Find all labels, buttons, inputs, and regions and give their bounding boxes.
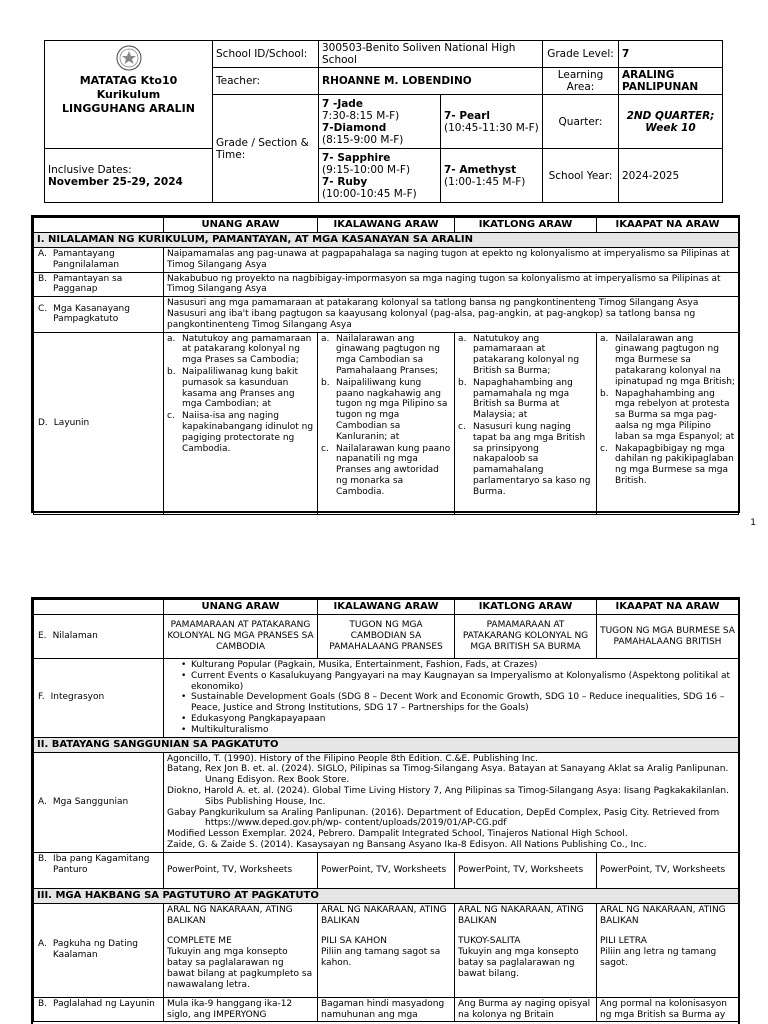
recall-activity: COMPLETE ME: [167, 936, 232, 947]
integration-item: • Current Events o Kasalukuyang Pangyayari na may Kaugnayan sa Imperyalismo at Kolonyalismo (Aspektong politikal at ekonomiko): [181, 671, 735, 693]
recall-heading: ARAL NG NAKARAAN, ATING BALIKAN: [167, 904, 293, 926]
recall-instruction: Tukuyin ang mga konsepto batay sa paglalarawan ng bawat bilang at pagkumpleto sa nawawalang letra.: [167, 947, 313, 990]
column-header-row: [34, 218, 739, 233]
content-day-4: TUGON NG MGA BURMESE SA PAMAHALAANG BRITISH: [597, 615, 739, 659]
objective-text: Nakapagbibigay ng mga dahilan ng pakikipaglaban ng mga Burmese sa mga British.: [615, 443, 734, 486]
recall-instruction: Tukuyin ang mga konsepto batay sa paglalarawan ng bawat bilang.: [458, 947, 579, 979]
integration-item: • Edukasyong Pangkapayapaan: [181, 714, 735, 725]
row-pamantayan-sa-pagganap: [34, 272, 739, 297]
row-layunin: [34, 332, 739, 514]
content-day-1: PAMAMARAAN AT PATAKARANG KOLONYAL NG MGA PRANSES SA CAMBODIA: [164, 615, 318, 659]
row-integrasyon: [34, 659, 739, 738]
competency-2: Nasusuri ang iba't ibang pagtugon sa kaayusang kolonyal (pag-alsa, pag-angkin, at pag-angkop) sa tatlong bansa ng pangkontinenteng Timog Silangang Asya: [167, 308, 696, 330]
row-label: Pamantayan sa Pagganap: [53, 273, 123, 295]
area-value: ARALING PANLIPUNAN: [619, 68, 723, 95]
row-sanggunian: [34, 752, 739, 852]
objectives-day-4: [600, 334, 735, 487]
objectives-day-2: [321, 334, 451, 498]
content-day-2: TUGON NG MGA CAMBODIAN SA PAMAHALAANG PRANSES: [318, 615, 455, 659]
objective-item: [321, 334, 451, 377]
school-label: School ID/School:: [213, 41, 319, 68]
objective-item: [600, 334, 735, 388]
materials-day-3: PowerPoint, TV, Worksheets: [455, 852, 597, 888]
objective-marker: c.: [600, 443, 608, 454]
objective-item: [458, 378, 593, 421]
objective-marker: a.: [600, 333, 609, 344]
col-day-4: IKAAPAT NA ARAW: [597, 218, 739, 233]
objective-intro-day-4: Ang pormal na kolonisasyon ng mga British sa Burma ay: [597, 997, 739, 1022]
page-number: 1: [750, 518, 756, 528]
section-pearl-time: (10:45-11:30 M-F): [444, 121, 539, 134]
row-pagkuha-kaalaman: [34, 903, 739, 997]
row-label: Mga Kasanayang Pampagkatuto: [53, 303, 130, 325]
objective-marker: c.: [458, 421, 466, 432]
sections-left-bottom: [319, 149, 441, 203]
col-day-1: UNANG ARAW: [164, 218, 318, 233]
col-day-1: UNANG ARAW: [164, 600, 318, 615]
objective-item: [458, 334, 593, 377]
content-standard: Naipamamalas ang pag-unawa at pagpapahalaga sa naging tugon at epekto ng kolonyalismo at imperyalismo sa Pilipinas at Timog Silangang Asya: [164, 248, 739, 273]
teacher-label: Teacher:: [213, 68, 319, 95]
school-value: 300503-Benito Soliven National High School: [319, 41, 543, 68]
section-pearl: 7- Pearl: [444, 109, 490, 122]
objective-marker: a.: [321, 333, 330, 344]
year-value: 2024-2025: [619, 149, 723, 203]
title-line-2: Kurikulum: [96, 87, 161, 101]
objective-text: Naipaliliwang kung paano nagkahawig ang tugon ng mga Pilipino sa tugon ng mga Cambodian sa Kanluranin; at: [336, 377, 448, 442]
row-label: Pamantayang Pangnilalaman: [52, 249, 120, 270]
sections-left-top: [319, 95, 441, 149]
objective-marker: c.: [321, 443, 329, 454]
recall-activity: TUKOY-SALITA: [458, 936, 521, 947]
integration-item: • Kulturang Popular (Pagkain, Musika, Entertainment, Fashion, Fads, at Crazes): [181, 660, 735, 671]
section-1-title: I. NILALAMAN NG KURIKULUM, PAMANTAYAN, AT MGA KASANAYAN SA ARALIN: [34, 233, 739, 248]
document-title: [48, 74, 209, 115]
section-3-title: III. MGA HAKBANG SA PAGTUTURO AT PAGKATUTO: [34, 888, 739, 903]
objective-item: [600, 389, 735, 443]
section-2-title: II. BATAYANG SANGGUNIAN SA PAGKATUTO: [34, 737, 739, 752]
objective-marker: a.: [458, 333, 467, 344]
header-table: [44, 40, 723, 203]
references-cell: [164, 752, 739, 852]
objective-text: Naipaliliwanag kung bakit pumasok sa kasunduan kasama ang Pranses ang mga Cambodian; at: [182, 366, 299, 410]
row-label: Nilalaman: [52, 631, 98, 642]
objective-text: Nailalarawan ang ginawang pagtugon ng mga Cambodian sa Pamahalaang Pranses;: [336, 333, 440, 376]
col-day-4: IKAAPAT NA ARAW: [597, 600, 739, 615]
blank-header: [34, 218, 164, 233]
objective-marker: b.: [458, 377, 467, 388]
reference: Agoncillo, T. (1990). History of the Filipino People 8th Edition. C.&E. Publishing Inc.: [167, 753, 538, 764]
sections-right-top: [441, 95, 543, 149]
row-letter: E.: [38, 631, 47, 642]
col-day-2: IKALAWANG ARAW: [318, 218, 455, 233]
row-label: Mga Sanggunian: [52, 796, 129, 807]
deped-seal-icon: [116, 45, 142, 71]
row-letter: A.: [38, 796, 47, 807]
materials-day-4: PowerPoint, TV, Worksheets: [597, 852, 739, 888]
grade-label: Grade Level:: [543, 41, 619, 68]
year-label: School Year:: [543, 149, 619, 203]
content-day-3: PAMAMARAAN AT PATAKARANG KOLONYAL NG MGA BRITISH SA BURMA: [455, 615, 597, 659]
row-pamantayang-pangnilalaman: [34, 248, 739, 273]
objective-item: [321, 378, 451, 443]
logo-title-cell: [45, 41, 213, 149]
row-letter: A.: [38, 249, 47, 259]
section-label: Grade / Section & Time:: [213, 95, 319, 203]
recall-instruction: Piliin ang letra ng tamang sagot.: [600, 947, 717, 968]
objective-marker: c.: [167, 411, 175, 422]
objective-text: Natutukoy ang pamamaraan at patakarang kolonyal ng British sa Burma;: [473, 333, 580, 376]
competency-1: Nasusuri ang mga pamamaraan at patakarang kolonyal sa tatlong bansa ng pangkontinenteng Timog Silangang Asya: [167, 298, 699, 309]
objective-marker: a.: [167, 333, 176, 344]
area-label: Learning Area:: [543, 68, 619, 95]
reference: Gabay Pangkurikulum sa Araling Panlipunan. (2016). Department of Education, DepEd Complex, Pasig City. Retrieved from https://www.deped.gov.ph/wp- content/uploads/2019/01/AP-CG.pdf: [167, 807, 720, 829]
section-jade-time: 7:30-8:15 M-F): [322, 109, 400, 122]
grade-value: 7: [619, 41, 723, 68]
sections-right-bottom: [441, 149, 543, 203]
objective-item: [167, 411, 314, 454]
row-kagamitan: [34, 852, 739, 888]
reference: Diokno, Harold A. et. al. (2024). Global Time Living History 7, Ang Pilipinas sa Timog-Silangang Asya: Iisang Pagkakakilanlan. Sibs Publishing House, Inc.: [167, 785, 729, 807]
dates-cell: [45, 149, 213, 203]
integration-item: • Sustainable Development Goals (SDG 8 – Decent Work and Economic Growth, SDG 10 – Reduce inequalities, SDG 16 – Peace, Justice and Strong Institutions, SDG 17 – Partnerships for the Goals): [181, 692, 735, 714]
title-line-3: LINGGUHANG ARALIN: [62, 101, 195, 115]
performance-standard: Nakabubuo ng proyekto na nagbibigay-impormasyon sa mga naging tugon sa kolonyalismo at imperyalismo sa Pilipinas at Timog Silangang Asya: [164, 272, 739, 297]
col-day-2: IKALAWANG ARAW: [318, 600, 455, 615]
col-day-3: IKATLONG ARAW: [455, 218, 597, 233]
objectives-day-1: [167, 334, 314, 455]
reference: Batang, Rex Jon B. et. al. (2024). SIGLO, Pilipinas sa Timog-Silangang Asya. Batayan at Sanayang Aklat sa Aralig Panlipunan. Unang Edisyon. Rex Book Store.: [167, 764, 729, 786]
objective-marker: b.: [321, 377, 330, 388]
row-label: Paglalahad ng Layunin: [53, 998, 155, 1009]
objective-text: Napaghahambing ang mga rebelyon at protesta sa Burma sa mga pag-aalsa ng mga Pilipino laban sa mga Espanyol; at: [615, 388, 735, 442]
lesson-table-2: [33, 599, 739, 1022]
recall-instruction: Piliin ang tamang sagot sa kahon.: [321, 947, 441, 968]
reference: Zaide, G. & Zaide S. (2014). Kasaysayan ng Bansang Asyano Ika-8 Edisyon. All Nations Publishing Co., Inc.: [167, 839, 647, 850]
objective-item: [458, 422, 593, 498]
section-ruby: 7- Ruby: [322, 175, 368, 188]
reference: Modified Lesson Exemplar. 2024, Pebrero. Dampalit Integrated School, Tinajeros National High School.: [167, 829, 628, 840]
row-label: Iba pang Kagamitang Panturo: [53, 853, 150, 875]
recall-activity: PILI SA KAHON: [321, 936, 387, 947]
objective-intro-day-1: Mula ika-9 hanggang ika-12 siglo, ang IMPERYONG: [164, 997, 318, 1022]
objective-marker: b.: [167, 366, 176, 377]
objective-intro-day-2: Bagaman hindi masyadong namuhunan ang mga: [318, 997, 455, 1022]
row-letter: B.: [38, 853, 48, 864]
row-label: Pagkuha ng Dating Kaalaman: [52, 939, 138, 961]
quarter-value: 2ND QUARTER; Week 10: [619, 95, 723, 149]
page-2: [0, 560, 768, 1024]
row-paglalahad-layunin: [34, 997, 739, 1022]
objective-text: Nasusuri kung naging tapat ba ang mga British sa prinsipyong nakapaloob sa pamamahalang parlamentaryo sa kaso ng Burma.: [473, 421, 591, 497]
row-letter: A.: [38, 939, 47, 950]
dates-value: November 25-29, 2024: [48, 175, 183, 188]
objective-text: Napaghahambing ang pamamahala ng mga British sa Burma at Malaysia; at: [473, 377, 573, 421]
objective-item: [321, 444, 451, 498]
col-day-3: IKATLONG ARAW: [455, 600, 597, 615]
recall-day-2: [318, 903, 455, 997]
objective-item: [600, 444, 735, 487]
row-letter: B.: [38, 273, 48, 284]
objective-text: Nailalarawan ang ginawang pagtugon ng mga Burmese sa patakarang kolonyal na ipinatupad ng mga British;: [615, 333, 735, 387]
section-sapphire: 7- Sapphire: [322, 151, 391, 164]
objective-intro-day-3: Ang Burma ay naging opisyal na kolonya ng Britain: [455, 997, 597, 1022]
competencies-cell: [164, 297, 739, 332]
row-letter: F.: [38, 692, 45, 703]
title-line-1: MATATAG Kto10: [79, 74, 178, 87]
column-header-row-2: [34, 600, 739, 615]
dates-label: Inclusive Dates:: [48, 163, 132, 176]
row-letter: D.: [38, 417, 48, 428]
objectives-day-3: [458, 334, 593, 498]
section-amethyst-time: (1:00-1:45 M-F): [444, 175, 526, 188]
integration-item: • Multikulturalismo: [181, 725, 735, 736]
row-nilalaman: [34, 615, 739, 659]
recall-activity: PILI LETRA: [600, 936, 647, 947]
recall-heading: ARAL NG NAKARAAN, ATING BALIKAN: [458, 904, 584, 926]
row-kasanayang-pampagkatuto: [34, 297, 739, 332]
section-diamond-time: (8:15-9:00 M-F): [322, 133, 404, 146]
objective-item: [167, 334, 314, 366]
recall-day-1: [164, 903, 318, 997]
row-letter: B.: [38, 998, 48, 1009]
blank-header: [34, 600, 164, 615]
integration-list: [167, 660, 735, 736]
teacher-value: RHOANNE M. LOBENDINO: [319, 68, 543, 95]
recall-day-3: [455, 903, 597, 997]
row-label: Integrasyon: [50, 692, 105, 703]
materials-day-2: PowerPoint, TV, Worksheets: [318, 852, 455, 888]
section-diamond: 7-Diamond: [322, 121, 387, 134]
section-sapphire-time: (9:15-10:00 M-F): [322, 163, 411, 176]
row-label: Layunin: [53, 417, 90, 428]
objective-text: Naiisa-isa ang naging kapakinabangang idinulot ng pagiging protectorate ng Cambodia.: [182, 411, 314, 454]
objective-text: Natutukoy ang pamamaraan at patakarang kolonyal ng mga Prases sa Cambodia;: [182, 333, 312, 366]
lesson-table-1: [33, 217, 739, 515]
recall-heading: ARAL NG NAKARAAN, ATING BALIKAN: [321, 904, 447, 926]
quarter-label: Quarter:: [543, 95, 619, 149]
recall-heading: ARAL NG NAKARAAN, ATING BALIKAN: [600, 904, 726, 926]
recall-day-4: [597, 903, 739, 997]
objective-item: [167, 367, 314, 410]
objective-marker: b.: [600, 388, 609, 399]
row-letter: C.: [38, 303, 48, 314]
materials-day-1: PowerPoint, TV, Worksheets: [164, 852, 318, 888]
section-jade: 7 -Jade: [322, 97, 363, 110]
objective-text: Nailalarawan kung paano napanatili ng mga Pranses ang awtoridad ng monarka sa Cambodia.: [336, 443, 451, 497]
section-ruby-time: (10:00-10:45 M-F): [322, 187, 417, 200]
section-amethyst: 7- Amethyst: [444, 163, 517, 176]
